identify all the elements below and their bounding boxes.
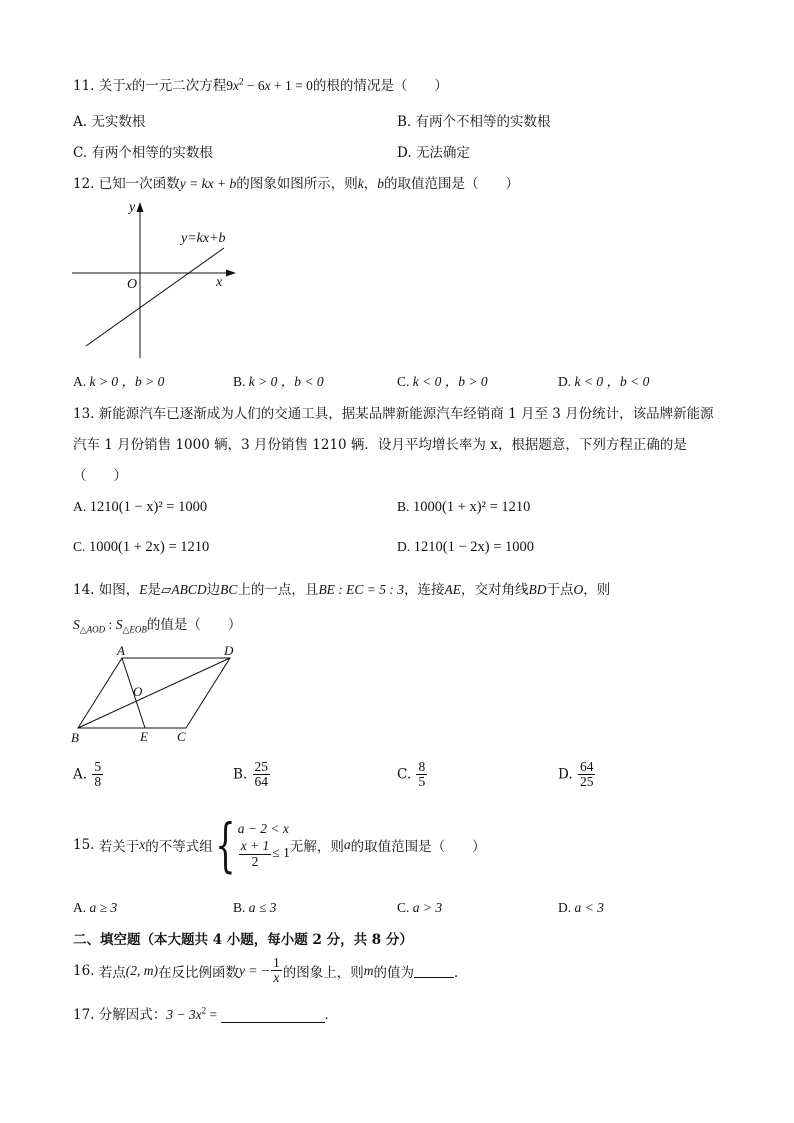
question-number: 12. <box>73 176 95 192</box>
vertex-a-label: A <box>117 643 125 658</box>
answer-blank[interactable] <box>414 963 454 978</box>
question-number: 15. <box>73 837 95 853</box>
option-d[interactable]: D. 无法确定 <box>397 145 470 161</box>
option-d[interactable]: D. $\frac{64}{25}$ <box>558 759 594 790</box>
question-number: 11. <box>73 78 95 94</box>
x-axis-label: x <box>216 275 223 290</box>
y-axis-label: y <box>129 200 136 215</box>
option-c[interactable]: C. k < 0 ，b > 0 <box>397 374 488 389</box>
vertex-c-label: C <box>177 729 186 744</box>
option-c[interactable]: C. 1000(1 + 2x) = 1210 <box>73 539 210 555</box>
option-c[interactable]: C. 有两个相等的实数根 <box>73 145 213 161</box>
y-axis-arrow <box>137 202 144 212</box>
option-b[interactable]: B. k > 0 ，b < 0 <box>233 374 324 389</box>
question-16: 16. 若点 (2, m) 在反比例函数 y = − $\frac{1}{x}$ 的图象上，则 m 的值为 ． <box>73 955 468 986</box>
option-d[interactable]: D. a < 3 <box>558 900 604 915</box>
option-b[interactable]: B. 1000(1 + x)² = 1210 <box>397 499 531 515</box>
parallelogram-figure <box>66 642 246 746</box>
vertex-b-label: B <box>71 730 79 745</box>
x-axis-arrow <box>226 270 236 277</box>
linear-function-graph <box>66 196 246 362</box>
question-12: 12. 已知一次函数y = kx + b的图象如图所示，则k，b的取值范围是（ ） <box>73 176 519 192</box>
question-number: 16. <box>73 962 95 979</box>
section-title: 二、填空题（本大题共 4 小题，每小题 2 分，共 8 分） <box>73 932 413 948</box>
question-number: 13. <box>73 406 95 422</box>
option-b[interactable]: B. 有两个不相等的实数根 <box>397 114 551 130</box>
parallelogram-symbol: ▱ABCD <box>161 582 207 597</box>
question-13-line-3: （ ） <box>73 468 127 484</box>
question-number: 17. <box>73 1007 95 1023</box>
question-13-line-2: 汽车 1 月份销售 1000 辆，3 月份销售 1210 辆．设月平均增长率为 x，根据题意，下列方程正确的是 <box>73 437 687 453</box>
point-o-label: O <box>133 684 143 699</box>
question-17: 17. 分解因式：$3 - 3x^2$ = ． <box>73 1005 339 1023</box>
question-15: 15. 若关于 x 的不等式组 { a − 2 < x $\frac{x + 1}{2}$ ≤ 1 无解，则 a 的取值范围是（ ） <box>73 811 486 879</box>
answer-blank[interactable] <box>221 1008 325 1023</box>
option-b[interactable]: B. $\frac{25}{64}$ <box>233 759 269 790</box>
point-e-label: E <box>140 729 148 744</box>
inequality-system: { a − 2 < x $\frac{x + 1}{2}$ ≤ 1 <box>215 811 290 879</box>
diagonal-bd <box>78 658 230 728</box>
function-expr: y = kx + b <box>179 176 237 191</box>
question-13-line-1: 13. 新能源汽车已逐渐成为人们的交通工具，据某品牌新能源汽车经销商 1 月至 3 月份统计，该品牌新能源 <box>73 406 714 422</box>
equation: $9x^2 - 6x + 1 = 0$ <box>226 76 313 93</box>
option-a[interactable]: A. a ≥ 3 <box>73 900 118 915</box>
option-c[interactable]: C. $\frac{8}{5}$ <box>397 759 426 790</box>
function-line <box>86 248 224 346</box>
option-a[interactable]: A. k > 0 ，b > 0 <box>73 374 165 389</box>
option-b[interactable]: B. a ≤ 3 <box>233 900 277 915</box>
option-a[interactable]: A. 1210(1 − x)² = 1000 <box>73 499 208 515</box>
question-11: 11. 关于x的一元二次方程$9x^2 - 6x + 1 = 0$的根的情况是（ ） <box>73 76 448 94</box>
line-label: y=kx+b <box>181 231 226 246</box>
option-d[interactable]: D. 1210(1 − 2x) = 1000 <box>397 539 535 555</box>
origin-label: O <box>127 277 138 292</box>
question-14-line-2: $S_{\triangle AOD}$ : $S_{\triangle EOB}$的值是（ ） <box>73 617 242 635</box>
option-c[interactable]: C. a > 3 <box>397 900 443 915</box>
question-number: 14. <box>73 582 95 598</box>
question-14-line-1: 14. 如图，E是▱ABCD边BC上的一点，且BE : EC = 5 : 3，连接AE，交对角线BD于点O，则 <box>73 582 611 598</box>
option-a[interactable]: A. $\frac{5}{8}$ <box>73 759 102 790</box>
vertex-d-label: D <box>224 643 234 658</box>
option-d[interactable]: D. k < 0 ，b < 0 <box>558 374 650 389</box>
option-a[interactable]: A. 无实数根 <box>73 114 146 130</box>
